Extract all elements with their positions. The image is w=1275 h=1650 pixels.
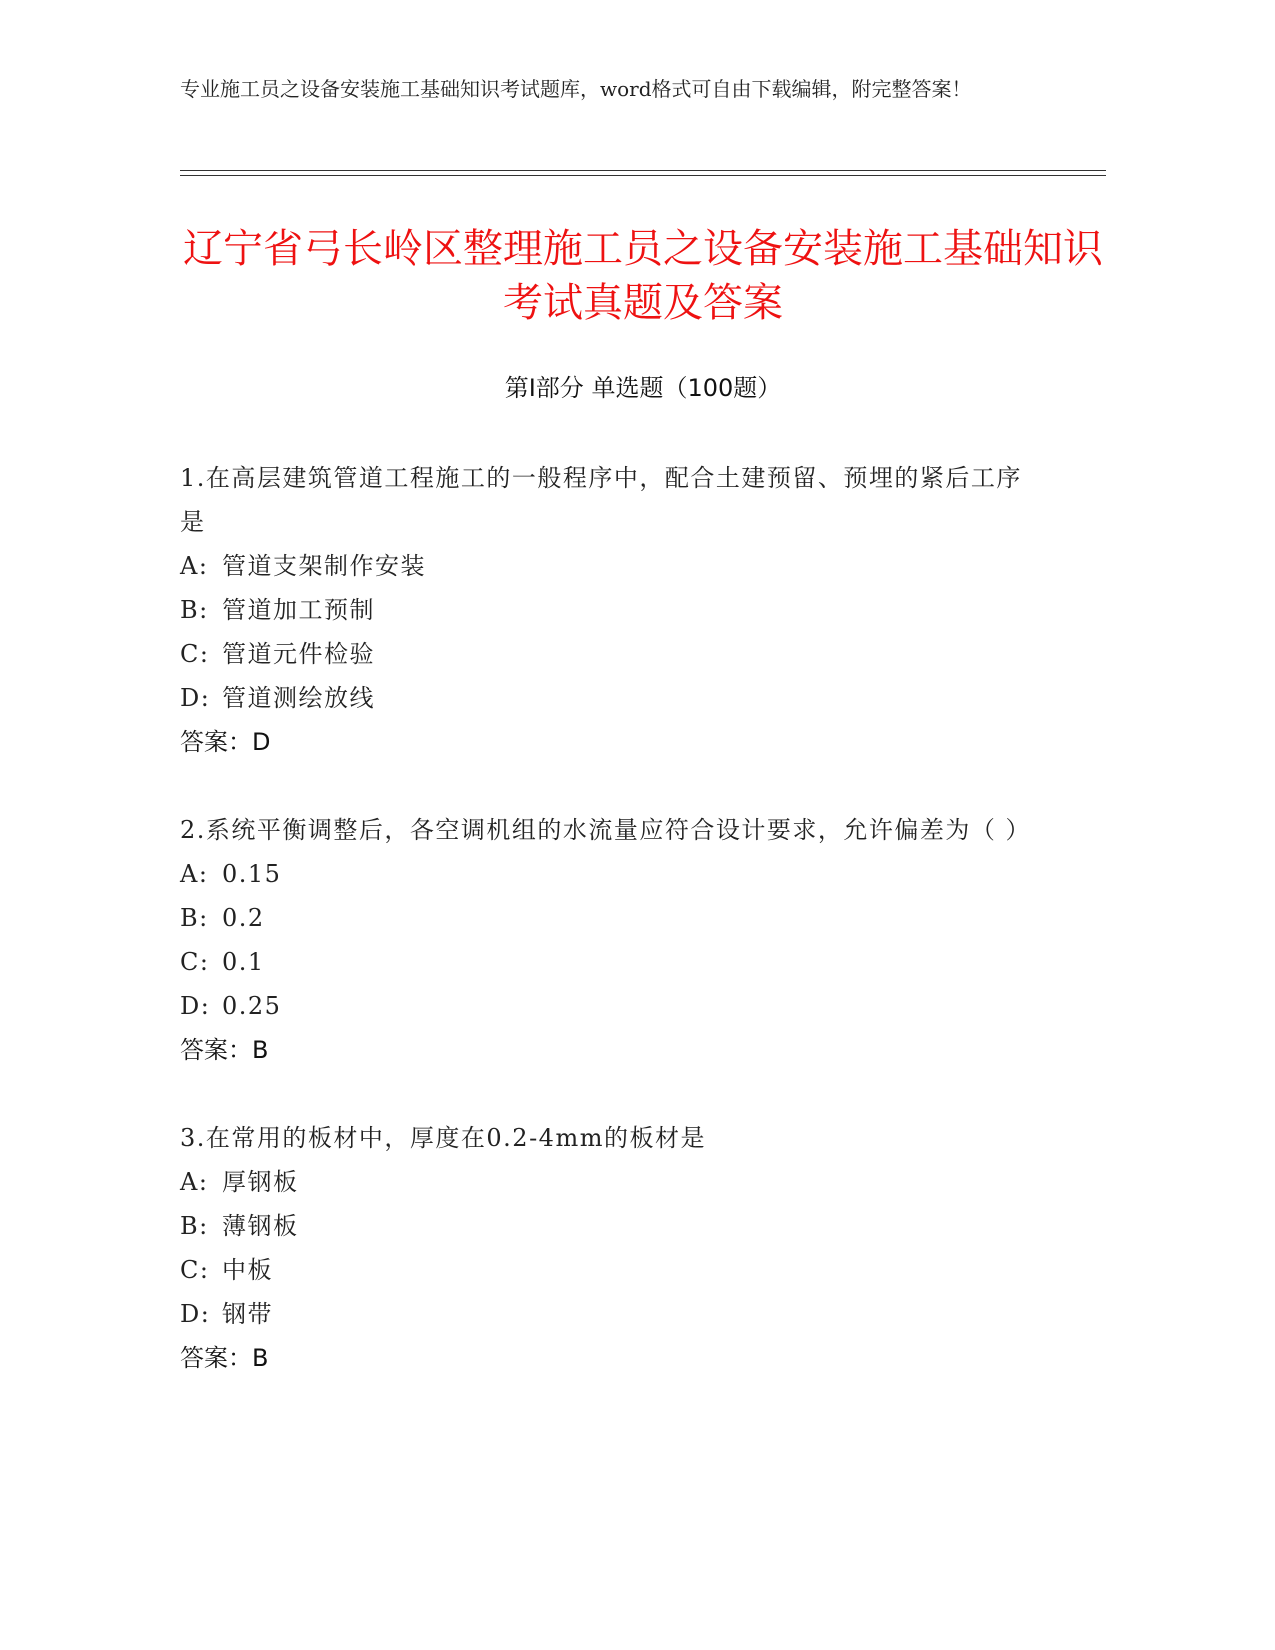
option-key: B: [180,904,209,932]
option-key: B: [180,596,209,624]
question-stem: 2.系统平衡调整后，各空调机组的水流量应符合设计要求，允许偏差为（ ） [180,816,1032,844]
option-text: 0.2 [222,904,265,932]
option-text: 0.15 [222,860,282,888]
option-a [180,544,1030,588]
option-text: 管道测绘放线 [222,684,375,712]
option-b [180,896,1030,940]
question-2 [180,808,1030,1072]
section-heading: 第Ⅰ部分 单选题（100题） [504,374,782,402]
option-d [180,984,1030,1028]
question-list [180,456,1030,1424]
option-key: A: [180,552,209,580]
option-key: D: [180,1300,211,1328]
question-1 [180,456,1030,764]
option-key: D: [180,992,211,1020]
option-text: 0.1 [222,948,265,976]
question-3 [180,1116,1030,1380]
question-stem: 1.在高层建筑管道工程施工的一般程序中，配合土建预留、预埋的紧后工序是 [180,464,1022,536]
option-text: 管道支架制作安装 [222,552,426,580]
header-rule-top [180,170,1106,171]
header-note: 专业施工员之设备安装施工基础知识考试题库，word格式可自由下载编辑，附完整答案！ [180,77,972,101]
option-d [180,1292,1030,1336]
option-a [180,1160,1030,1204]
option-text: 中板 [222,1256,273,1284]
option-c [180,632,1030,676]
option-text: 管道元件检验 [222,640,375,668]
option-key: C: [180,948,210,976]
option-c [180,1248,1030,1292]
answer-line: 答案：B [180,1344,269,1372]
option-key: A: [180,1168,209,1196]
option-c [180,940,1030,984]
option-key: D: [180,684,211,712]
option-key: C: [180,640,210,668]
option-d [180,676,1030,720]
question-stem: 3.在常用的板材中，厚度在0.2-4mm的板材是 [180,1124,706,1152]
option-text: 管道加工预制 [222,596,375,624]
option-key: B: [180,1212,209,1240]
option-text: 钢带 [222,1300,273,1328]
option-text: 厚钢板 [222,1168,299,1196]
option-a [180,852,1030,896]
answer-line: 答案：D [180,728,271,756]
option-text: 薄钢板 [222,1212,299,1240]
answer-line: 答案：B [180,1036,269,1064]
option-b [180,588,1030,632]
header-rule-bottom [180,175,1106,176]
document-title: 辽宁省弓长岭区整理施工员之设备安装施工基础知识考试真题及答案 [183,226,1103,326]
option-b [180,1204,1030,1248]
option-text: 0.25 [222,992,282,1020]
option-key: A: [180,860,209,888]
option-key: C: [180,1256,210,1284]
